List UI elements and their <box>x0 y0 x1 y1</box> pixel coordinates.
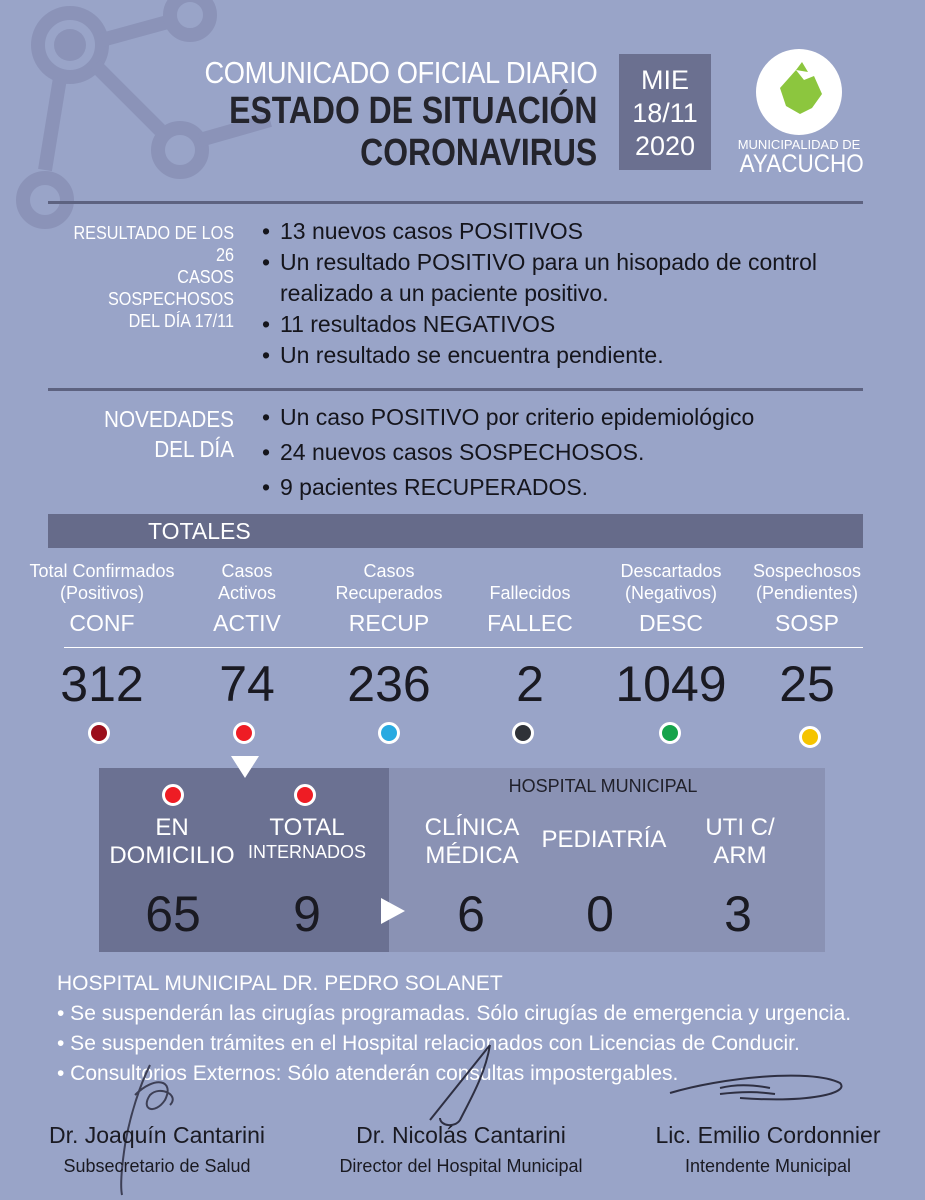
col-code: RECUP <box>348 610 430 636</box>
signature-role: Intendente Municipal <box>684 1156 852 1176</box>
col-header-l2: Fallecidos <box>489 583 571 603</box>
notice-item: • Se suspenderán las cirugías programadas. Sólo cirugías de emergencia y urgencia. <box>57 1002 852 1025</box>
col-header-l2: Activos <box>217 583 277 603</box>
date-box <box>619 54 711 170</box>
news-side-title <box>59 404 234 464</box>
results-list <box>262 216 852 371</box>
col-header <box>309 560 469 604</box>
col-header <box>167 560 327 604</box>
total-value: 1049 <box>615 656 727 712</box>
label-line: INTERNADOS <box>247 842 366 862</box>
pediatria-value: 0 <box>586 886 614 942</box>
status-dot <box>88 722 110 744</box>
col-code: CONF <box>69 610 135 636</box>
col-header-l2: (Positivos) <box>59 583 144 603</box>
list-item: • 13 nuevos casos POSITIVOS <box>262 216 852 247</box>
col-header-l2: Recuperados <box>335 583 443 603</box>
status-dot <box>799 726 821 748</box>
header-title-2: CORONAVIRUS <box>359 132 597 174</box>
label-line: EN <box>155 814 189 841</box>
uti-value: 3 <box>724 886 752 942</box>
list-item: • 24 nuevos casos SOSPECHOSOS. <box>262 435 852 470</box>
label-line: MÉDICA <box>425 842 519 869</box>
col-header-l2: (Pendientes) <box>755 583 859 603</box>
col-code: ACTIV <box>213 610 281 636</box>
header-title: ESTADO DE SITUACIÓN <box>228 90 597 132</box>
signature-2-icon <box>400 1040 540 1130</box>
col-header-l1 <box>450 560 610 582</box>
divider <box>48 388 863 391</box>
clinica-value: 6 <box>457 886 485 942</box>
notice-item: • Se suspenden trámites en el Hospital relacionados con Licencias de Conducir. <box>57 1032 800 1055</box>
hospital-notice-title: HOSPITAL MUNICIPAL DR. PEDRO SOLANET <box>57 972 503 995</box>
status-dot <box>162 784 184 806</box>
col-header-l1: Casos <box>363 561 415 581</box>
status-dot <box>659 722 681 744</box>
list-item: • 11 resultados NEGATIVOS <box>262 309 852 340</box>
side-title-line: CASOS SOSPECHOSOS <box>107 267 234 309</box>
domicilio-value: 65 <box>145 886 201 942</box>
label-line: CLÍNICA <box>424 814 520 841</box>
col-header <box>450 560 610 604</box>
total-value: 74 <box>219 656 275 712</box>
label-line: UTI C/ <box>705 814 775 841</box>
arrow-down-icon <box>231 756 259 778</box>
notice-item: • Consultorios Externos: Sólo atenderán consultas impostergables. <box>57 1062 679 1085</box>
date-year: 2020 <box>634 131 696 161</box>
divider <box>48 201 863 204</box>
col-code: FALLEC <box>487 610 573 636</box>
col-code: DESC <box>639 610 703 636</box>
label-line: ARM <box>713 842 767 869</box>
internados-label <box>240 814 374 862</box>
col-header-l1: Total Confirmados <box>29 561 175 581</box>
list-item: • 9 pacientes RECUPERADOS. <box>262 470 852 505</box>
logo-big-text: AYACUCHO <box>739 150 864 178</box>
status-dot <box>512 722 534 744</box>
col-header-l1: Casos <box>221 561 273 581</box>
side-title-line: DEL DÍA 17/11 <box>128 311 234 331</box>
col-header-l1: Sospechosos <box>752 561 862 581</box>
hospital-title: HOSPITAL MUNICIPAL <box>508 776 698 796</box>
list-item: • Un resultado se encuentra pendiente. <box>262 340 852 371</box>
uti-label <box>670 814 810 870</box>
col-header <box>22 560 182 604</box>
domicilio-label <box>100 814 244 870</box>
list-item: • Un resultado POSITIVO para un hisopado de control realizado a un paciente positivo. <box>262 247 852 309</box>
side-title-line: DEL DÍA <box>154 436 234 462</box>
col-header-l2: (Negativos) <box>624 583 718 603</box>
col-header-l1: Descartados <box>620 561 722 581</box>
signature-name: Dr. Nicolás Cantarini <box>356 1122 566 1148</box>
clinica-label <box>402 814 542 870</box>
label-line: TOTAL <box>269 814 345 841</box>
divider <box>64 647 863 648</box>
status-dot <box>378 722 400 744</box>
side-title-line: RESULTADO DE LOS 26 <box>73 223 234 265</box>
col-header <box>727 560 887 604</box>
internados-value: 9 <box>293 886 321 942</box>
side-title-line: NOVEDADES <box>104 406 234 432</box>
total-value: 312 <box>60 656 144 712</box>
total-value: 2 <box>516 656 544 712</box>
status-dot <box>294 784 316 806</box>
header-subtitle: COMUNICADO OFICIAL DIARIO <box>204 55 597 90</box>
status-dot <box>233 722 255 744</box>
label-line: DOMICILIO <box>109 842 235 869</box>
signature-role: Subsecretario de Salud <box>63 1156 251 1176</box>
total-value: 25 <box>779 656 835 712</box>
list-item: • Un caso POSITIVO por criterio epidemiológico <box>262 400 852 435</box>
municipality-logo-icon <box>752 48 847 136</box>
date-day: MIE <box>640 65 689 95</box>
news-list <box>262 400 852 505</box>
total-value: 236 <box>347 656 431 712</box>
pediatria-label: PEDIATRÍA <box>541 826 667 853</box>
logo-small-text: MUNICIPALIDAD DE <box>737 137 861 152</box>
results-side-title <box>59 222 234 332</box>
signature-3-icon <box>660 1058 860 1118</box>
signature-role: Director del Hospital Municipal <box>339 1156 583 1176</box>
date-day-month: 18/11 <box>632 98 698 128</box>
signature-name: Dr. Joaquín Cantarini <box>48 1122 266 1148</box>
totals-bar: TOTALES <box>48 514 863 548</box>
signature-name: Lic. Emilio Cordonnier <box>655 1122 881 1148</box>
col-code: SOSP <box>775 610 839 636</box>
